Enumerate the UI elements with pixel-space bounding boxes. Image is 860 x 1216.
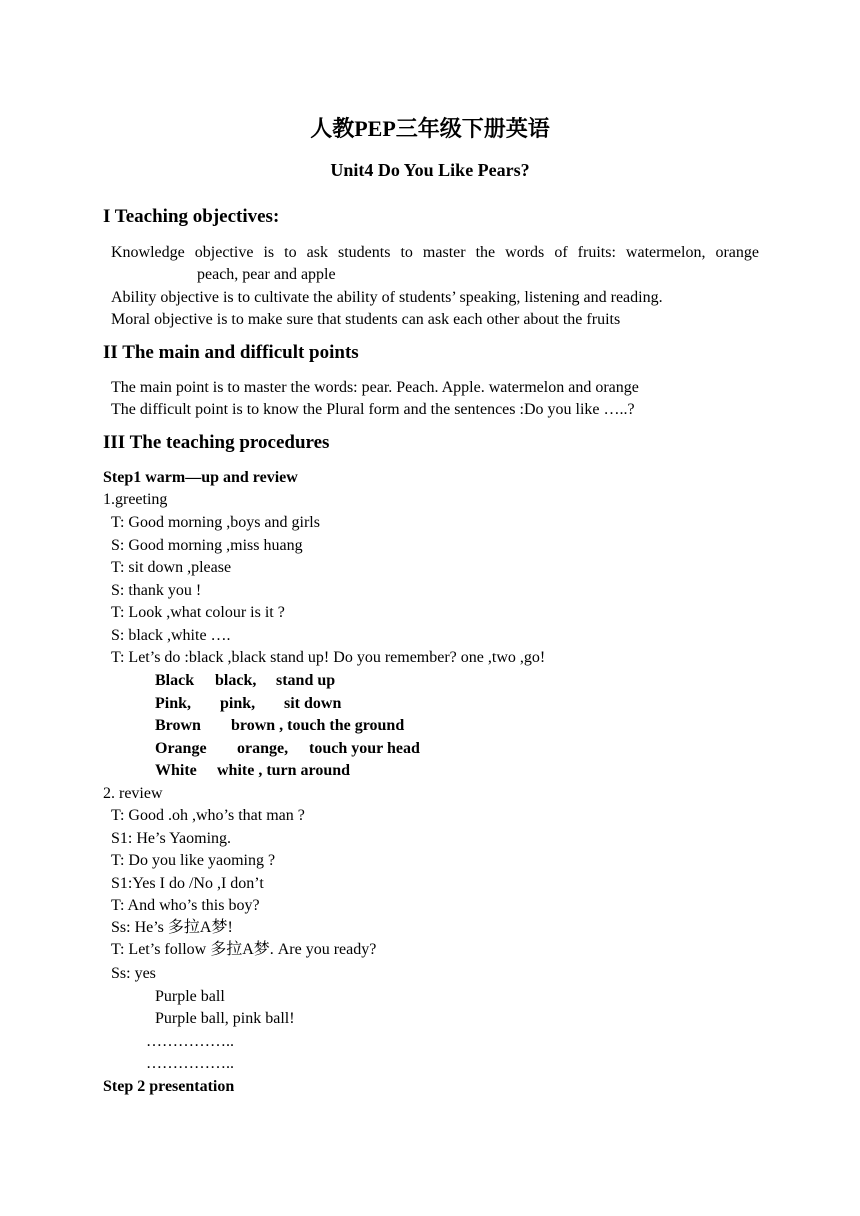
section-heading-procedures: III The teaching procedures (103, 432, 330, 453)
chant-action: stand up (276, 672, 336, 689)
chant-color: Orange (155, 740, 207, 757)
dialogue-line: Ss: He’s 多拉A梦! (111, 919, 233, 936)
point-difficult: The difficult point is to know the Plural form and the sentences :Do you like …..? (111, 401, 635, 418)
chant-color: Brown (155, 717, 201, 734)
dialogue-line: S1:Yes I do /No ,I don’t (111, 875, 264, 892)
dialogue-line: T: Good .oh ,who’s that man ? (111, 807, 305, 824)
dialogue-line: S: black ,white …. (111, 627, 231, 644)
document-title: 人教PEP三年级下册英语 (310, 116, 550, 141)
dialogue-line: S: Good morning ,miss huang (111, 537, 303, 554)
chant-line (155, 694, 341, 714)
step1-heading: Step1 warm—up and review (103, 469, 298, 486)
dialogue-line: T: Do you like yaoming ? (111, 852, 276, 869)
chant-echo-action: brown , touch the ground (231, 717, 405, 734)
ellipsis-line: …………….. (146, 1033, 234, 1050)
dialogue-line: T: Look ,what colour is it ? (111, 604, 285, 621)
chant-line (155, 716, 404, 736)
dialogue-line: T: Let’s follow 多拉A梦. Are you ready? (111, 941, 377, 958)
objective-knowledge-line1: Knowledge objective is to ask students to master the words of fruits: watermelon, orange (111, 244, 759, 261)
step2-heading: Step 2 presentation (103, 1078, 235, 1095)
song-line: Purple ball, pink ball! (155, 1010, 295, 1027)
chant-line (155, 761, 350, 781)
dialogue-line: T: Let’s do :black ,black stand up! Do you remember? one ,two ,go! (111, 649, 546, 666)
document-subtitle: Unit4 Do You Like Pears? (330, 160, 530, 180)
dialogue-line: S: thank you ! (111, 582, 202, 599)
chant-line (155, 739, 420, 759)
chant-echo-action: white , turn around (217, 762, 351, 779)
chant-action: sit down (284, 695, 342, 712)
chant-color: Black (155, 672, 195, 689)
objective-knowledge-line2: peach, pear and apple (197, 266, 336, 283)
chant-color: Pink, (155, 695, 192, 712)
section-heading-points: II The main and difficult points (103, 342, 359, 363)
chant-echo: pink, (220, 695, 256, 712)
dialogue-line: Ss: yes (111, 965, 156, 982)
chant-action: touch your head (309, 740, 420, 757)
objective-ability: Ability objective is to cultivate the ability of students’ speaking, listening and reading. (111, 289, 663, 306)
section-heading-objectives: I Teaching objectives: (103, 206, 280, 227)
dialogue-line: T: Good morning ,boys and girls (111, 514, 320, 531)
chant-color: White (155, 762, 197, 779)
song-line: Purple ball (155, 988, 225, 1005)
point-main: The main point is to master the words: pear. Peach. Apple. watermelon and orange (111, 379, 639, 396)
chant-line (155, 671, 335, 691)
step1-greeting-label: 1.greeting (103, 491, 168, 508)
step1-review-label: 2. review (103, 785, 163, 802)
chant-echo: black, (215, 672, 257, 689)
dialogue-line: T: sit down ,please (111, 559, 232, 576)
dialogue-line: S1: He’s Yaoming. (111, 830, 232, 847)
objective-moral: Moral objective is to make sure that students can ask each other about the fruits (111, 311, 621, 328)
dialogue-line: T: And who’s this boy? (111, 897, 260, 914)
ellipsis-line: …………….. (146, 1055, 234, 1072)
chant-echo: orange, (237, 740, 289, 757)
